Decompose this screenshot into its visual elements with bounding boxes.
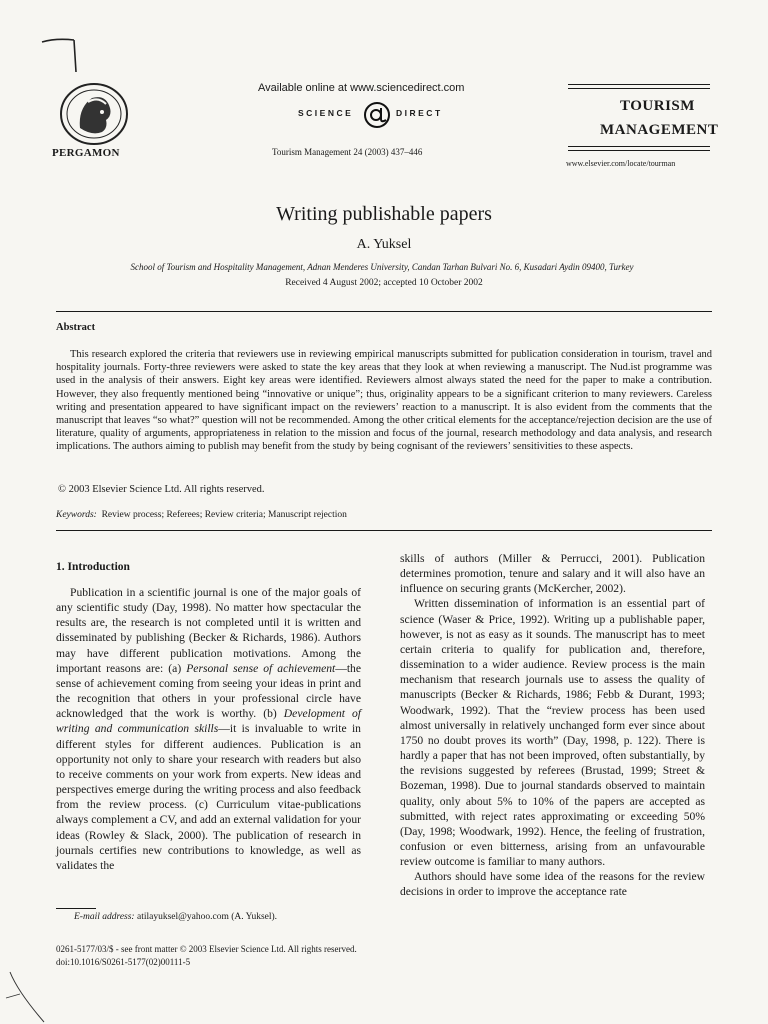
author-email-footnote [74, 912, 277, 922]
sd-right: DIRECT [396, 108, 443, 118]
corner-pen-mark [36, 34, 86, 74]
journal-url: www.elsevier.com/locate/tourman [566, 159, 676, 168]
intro-p1-part-b: —the sense of achievement coming from seeing your ideas in print and the recognition that others in your professional circle have acknowledged that the work is worthy. (b) [56, 661, 361, 721]
keywords-label: Keywords: [56, 510, 97, 520]
keywords [56, 510, 347, 520]
intro-p1-emphasis-1: Personal sense of achievement [186, 661, 336, 675]
keywords-list: Review process; Referees; Review criteria; Manuscript rejection [101, 510, 347, 520]
paper-title: Writing publishable papers [276, 203, 492, 225]
footnote-rule [56, 908, 96, 909]
intro-p1-emphasis-2: Development of writing and communication skills [56, 707, 362, 736]
author-affiliation: School of Tourism and Hospitality Management, Adnan Menderes University, Candan Tarhan Bulvari No. 6, Kusadari Aydin 09400, Turkey [130, 262, 634, 272]
section-heading-introduction: 1. Introduction [56, 561, 130, 573]
right-column [400, 551, 705, 900]
intro-paragraph-1-cont: skills of authors (Miller & Perrucci, 2001). Publication determines promotion, tenure and salary and it will also have an influence on securing grants (McKercher, 2002). [400, 552, 705, 596]
abstract-top-rule [56, 311, 712, 312]
sciencedirect-logo [298, 100, 466, 130]
sd-at-icon [362, 100, 392, 130]
author-email: atilayuksel@yahoo.com (A. Yuksel). [136, 912, 278, 922]
journal-name-line2: MANAGEMENT [600, 122, 719, 138]
doi-line: doi:10.1016/S0261-5177(02)00111-5 [56, 957, 191, 967]
header-rule-3 [568, 146, 710, 147]
bottom-pen-mark [4, 968, 50, 1024]
intro-p1-part-c: —it is invaluable to write in different styles for different audiences. Publication is an opportunity not only to share your research with readers but also to receive comments on your work from experts. New ideas and perspectives emerge during the writing process and also feedback from the review process. (c) Curriculum vitae-publications always complement a CV, and add an external validation for your ideas (Rowley & Slack, 2000). The publication of research in journals certifies new contributions to knowledge, as well as validates the [56, 722, 361, 872]
header-rule-1 [568, 84, 710, 85]
intro-p1-part-a: Publication in a scientific journal is one of the major goals of any scientific study (Day, 1998). No matter how spectacular the results are, the research is not completed until it is written and disseminated by publishing (Becker & Richards, 1986). Authors may have different publication motivations. Among the important reasons are: (a) [56, 586, 361, 675]
pergamon-logo-icon [58, 82, 130, 146]
abstract-text: This research explored the criteria that reviewers use in reviewing empirical manuscripts submitted for publication consideration in tourism, travel and hospitality journals. Forty-three reviewers were asked to state the key areas that they look at when reviewing a manuscript. The Nud.ist programme was used in the analysis of their answers. Eight key areas were identified. Reviewers almost always stated the need for the paper to make a contribution. However, they also frequently mentioned being “innovative or unique”; thus, originality appears to be a significant criterion to many reviewers. Careless writing and presentation appeared to have significant impact on the reviewers’ reaction to a manuscript. It is also evident from the comments that the manuscript that leaves “so what?” question will not be recommended. Among the other critical elements for the acceptance/rejection decision are the use of literature, quality of arguments, appropriateness in relation to the mission and focus of the journal, research methodology and data analysis, and research implications. The authors aiming to publish may benefit from the study by being cognisant of the reviewers’ sensitivities to these aspects. [56, 349, 712, 453]
available-online-text: Available online at www.sciencedirect.com [258, 82, 465, 94]
paper-author: A. Yuksel [356, 237, 412, 252]
publisher-name: PERGAMON [52, 147, 120, 159]
journal-citation: Tourism Management 24 (2003) 437–446 [272, 147, 423, 157]
abstract-bottom-rule [56, 530, 712, 531]
left-column [56, 585, 361, 873]
abstract-copyright: © 2003 Elsevier Science Ltd. All rights reserved. [58, 484, 265, 495]
email-label: E-mail address: [74, 912, 135, 922]
header-rule-4 [568, 150, 710, 151]
intro-paragraph-3: Authors should have some idea of the reasons for the review decisions in order to improve the acceptance rate [400, 870, 705, 899]
sd-left: SCIENCE [298, 108, 354, 118]
intro-paragraph-1 [56, 585, 361, 873]
header-rule-2 [568, 88, 710, 89]
front-matter-line: 0261-5177/03/$ - see front matter © 2003 Elsevier Science Ltd. All rights reserved. [56, 944, 357, 954]
abstract-body [56, 348, 712, 454]
intro-paragraph-2: Written dissemination of information is an essential part of science (Waser & Price, 1992). Writing up a publishable paper, however, is not as easy as it sounds. The manuscript has to meet certain criteria to qualify for publication and, therefore, dissemination to a wider audience. Review process is the main mechanism that research journals use to assess the quality of manuscripts (Becker & Richards, 1986; Febb & Durant, 1993; Woodwark, 1992). That the “review process has been used almost universally in relatively unchanged form ever since about 1750 no doubt proves its worth” (Day, 1998, p. 122). There is hardly a paper that has not been improved, often substantially, by the revisions suggested by referees (Brustad, 1999; Street & Bozeman, 1998). Due to journal standards observed to maintain quality, only about 5% to 10% of the papers are accepted as submitted, with reject rates approximating or exceeding 50% (Day, 1998; Woodwark, 1992). Hence, the feeling of frustration, confusion or even bitterness, arising from an unfavourable review outcome is familiar to many authors. [400, 597, 705, 869]
abstract-heading: Abstract [56, 322, 96, 333]
received-dates: Received 4 August 2002; accepted 10 October 2002 [285, 278, 483, 288]
journal-name-line1: TOURISM [620, 98, 695, 114]
